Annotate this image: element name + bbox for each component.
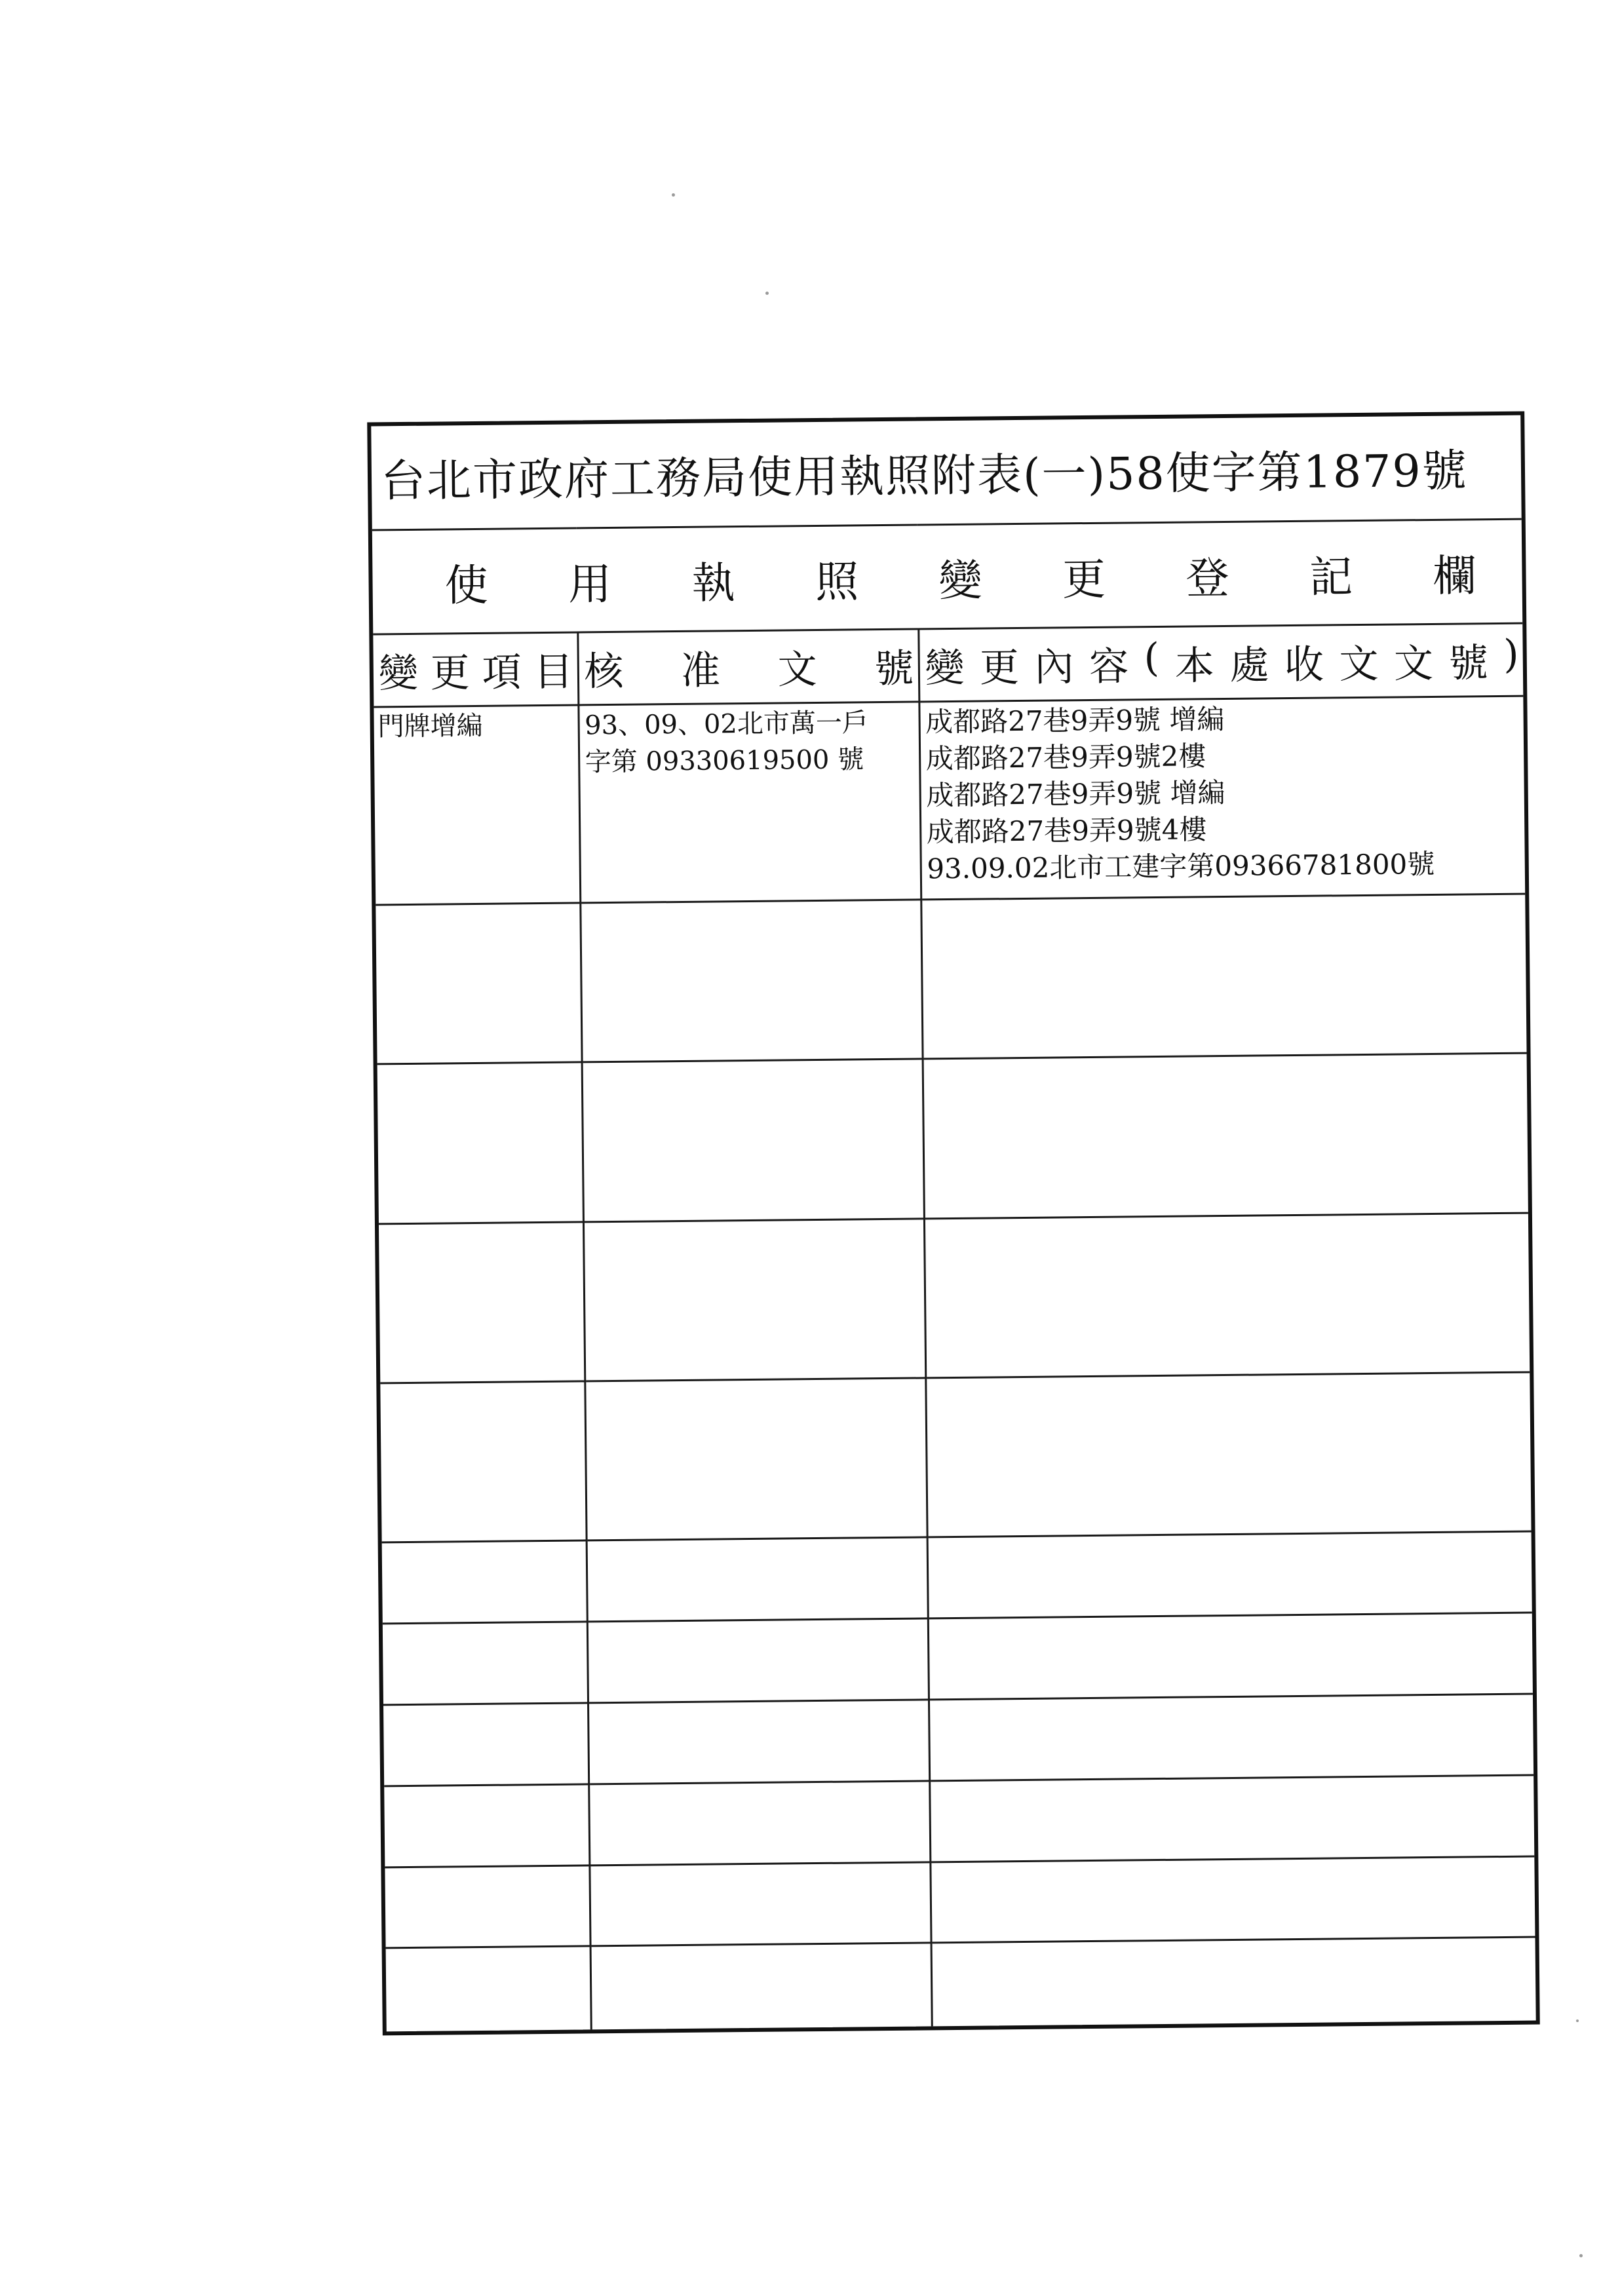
heading-char: 本 bbox=[1174, 643, 1215, 689]
entry-approval-cell bbox=[578, 702, 921, 903]
section-heading-text bbox=[372, 540, 1522, 613]
scan-speck bbox=[1579, 2254, 1583, 2257]
heading-char: 變 bbox=[925, 645, 965, 692]
col-header-content-text bbox=[919, 632, 1523, 694]
empty-cell bbox=[924, 1213, 1530, 1378]
column-header-row bbox=[373, 623, 1523, 707]
empty-cell bbox=[923, 1053, 1528, 1218]
col-header-item-text bbox=[373, 640, 577, 698]
table-row-empty bbox=[380, 1372, 1531, 1542]
entry-content-line: 成都路27巷9弄9號4樓 bbox=[926, 813, 1207, 849]
table-row-empty bbox=[384, 1775, 1534, 1867]
registration-form bbox=[367, 411, 1540, 2036]
entry-content-line: 成都路27巷9弄9號2樓 bbox=[925, 740, 1206, 775]
empty-cell bbox=[580, 900, 922, 1062]
heading-char: 記 bbox=[1309, 551, 1353, 603]
heading-char: 使 bbox=[444, 560, 488, 611]
entry-item: 門牌增編 bbox=[377, 710, 483, 742]
heading-char: 文 bbox=[1393, 640, 1434, 687]
heading-char: 文 bbox=[777, 646, 818, 693]
heading-char: 變 bbox=[378, 650, 419, 697]
heading-char: 收 bbox=[1284, 641, 1324, 689]
col-header-approval-text bbox=[579, 638, 918, 697]
scan-speck bbox=[672, 193, 675, 197]
table-row-empty bbox=[377, 1053, 1528, 1223]
empty-cell bbox=[379, 1221, 585, 1383]
empty-cell bbox=[383, 1622, 588, 1705]
table-row-empty bbox=[386, 1937, 1536, 2031]
empty-cell bbox=[376, 903, 581, 1064]
heading-char: 核 bbox=[584, 648, 624, 695]
empty-cell bbox=[928, 1613, 1533, 1700]
empty-cell bbox=[384, 1784, 589, 1867]
table-row-empty bbox=[383, 1613, 1533, 1705]
col-header-item bbox=[373, 632, 578, 707]
heading-char: 照 bbox=[815, 556, 859, 607]
col-header-approval bbox=[577, 629, 919, 705]
heading-char: 目 bbox=[533, 649, 573, 696]
entry-content-line: 成都路27巷9弄9號 增編 bbox=[925, 776, 1225, 812]
change-registration-table bbox=[371, 415, 1535, 2032]
empty-cell bbox=[930, 1856, 1535, 1943]
heading-char: 用 bbox=[568, 558, 612, 610]
empty-cell bbox=[385, 1865, 590, 1948]
heading-char: 變 bbox=[938, 555, 982, 606]
heading-char: 更 bbox=[1062, 554, 1106, 605]
section-heading bbox=[372, 519, 1522, 634]
empty-cell bbox=[588, 1781, 930, 1866]
heading-char: 號 bbox=[1448, 640, 1489, 687]
heading-char: 執 bbox=[691, 557, 735, 609]
heading-char: 內 bbox=[1034, 644, 1074, 691]
heading-char: 容 bbox=[1089, 643, 1129, 690]
heading-char: 更 bbox=[430, 650, 471, 697]
table-row-empty bbox=[376, 894, 1526, 1064]
empty-cell bbox=[921, 894, 1526, 1059]
entry-content bbox=[920, 697, 1525, 888]
table-row-empty bbox=[379, 1213, 1530, 1383]
empty-cell bbox=[587, 1618, 929, 1703]
scan-speck bbox=[1576, 2019, 1579, 2022]
title-row bbox=[371, 415, 1521, 531]
empty-cell bbox=[927, 1531, 1532, 1618]
entry-item-cell bbox=[374, 705, 580, 905]
table-row bbox=[374, 696, 1525, 904]
form-title: 台北市政府工務局使用執照附表(一)58使字第1879號 bbox=[371, 415, 1521, 531]
heading-char: ) bbox=[1503, 631, 1519, 678]
entry-approval bbox=[579, 703, 919, 781]
empty-cell bbox=[929, 1694, 1533, 1781]
heading-char: 處 bbox=[1229, 642, 1269, 689]
heading-char: 更 bbox=[979, 645, 1020, 691]
empty-cell bbox=[386, 1946, 591, 2031]
table-row-empty bbox=[383, 1694, 1533, 1786]
empty-cell bbox=[931, 1937, 1536, 2026]
empty-cell bbox=[929, 1775, 1534, 1862]
entry-approval-line: 93、09、02北市萬一戶 bbox=[584, 708, 869, 741]
col-header-content bbox=[918, 623, 1523, 702]
empty-cell bbox=[585, 1378, 927, 1540]
empty-cell bbox=[377, 1062, 583, 1223]
empty-cell bbox=[588, 1700, 929, 1784]
entry-approval-line: 字第 09330619500 號 bbox=[585, 744, 864, 778]
scan-speck bbox=[765, 292, 769, 295]
heading-char: ( bbox=[1144, 634, 1160, 681]
entry-content-line: 93.09.02北市工建字第09366781800號 bbox=[927, 848, 1435, 885]
empty-cell bbox=[380, 1381, 586, 1542]
empty-cell bbox=[587, 1537, 928, 1622]
empty-cell bbox=[589, 1862, 931, 1946]
empty-cell bbox=[383, 1703, 588, 1786]
empty-cell bbox=[382, 1540, 587, 1624]
entry-content-cell bbox=[919, 696, 1525, 899]
table-row-empty bbox=[382, 1531, 1532, 1624]
heading-char: 欄 bbox=[1433, 550, 1476, 602]
heading-char: 項 bbox=[482, 649, 522, 696]
heading-char: 登 bbox=[1186, 552, 1229, 604]
empty-cell bbox=[583, 1218, 925, 1381]
heading-char: 號 bbox=[874, 645, 914, 693]
entry-content-line: 成都路27巷9弄9號 增編 bbox=[925, 703, 1225, 738]
section-heading-row bbox=[372, 519, 1522, 634]
heading-char: 文 bbox=[1339, 641, 1379, 688]
table-row-empty bbox=[385, 1856, 1535, 1949]
empty-cell bbox=[925, 1372, 1531, 1537]
empty-cell bbox=[582, 1059, 924, 1221]
empty-cell bbox=[590, 1943, 932, 2029]
heading-char: 准 bbox=[680, 647, 721, 694]
